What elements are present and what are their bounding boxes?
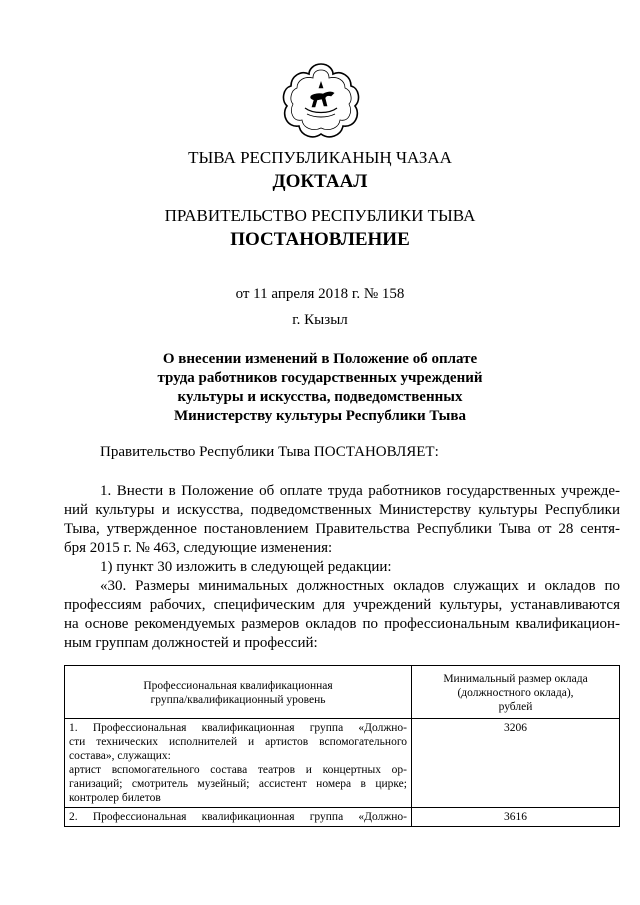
subject-line: труда работников государственных учреждений — [157, 370, 483, 386]
cell-text: контролер билетов — [69, 792, 161, 804]
subject-line: культуры и искусства, подведомственных — [177, 389, 463, 405]
cell-text: ганизаций; смотритель музейный; ассистент номера в цирке; — [69, 778, 407, 790]
coat-of-arms-icon — [279, 58, 363, 142]
cell-text: состава», служащих: — [69, 750, 171, 762]
paragraph-line: 1. Внести в Положение об оплате труда работников государственных учрежде- — [100, 483, 620, 499]
table-row — [65, 808, 620, 827]
table-cell-salary: 3616 — [412, 808, 620, 827]
document-body — [64, 482, 620, 653]
government-title-russian: ПРАВИТЕЛЬСТВО РЕСПУБЛИКИ ТЫВА — [164, 206, 476, 225]
coat-of-arms-emblem — [279, 58, 363, 142]
quote-line: профессиям рабочих, специфическим для учреждений культуры, устанавливаются — [64, 597, 620, 613]
document-subject — [0, 350, 640, 426]
header-text: группа/квалификационный уровень — [150, 694, 326, 706]
table-cell-group — [65, 808, 412, 827]
table-row — [65, 719, 620, 808]
preamble: Правительство Республики Тыва ПОСТАНОВЛЯЕТ: — [100, 444, 439, 460]
paragraph-line: бря 2015 г. № 463, следующие изменения: — [64, 540, 333, 556]
subpoint: 1) пункт 30 изложить в следующей редакции: — [100, 559, 392, 575]
quote-line: ным группам должностей и профессий: — [64, 635, 318, 651]
cell-text: 2. Профессиональная квалификационная группа «Должно- — [69, 811, 407, 823]
quote-line: «30. Размеры минимальных должностных окладов служащих и окладов по — [100, 578, 620, 594]
government-title-tyvan: ТЫВА РЕСПУБЛИКАНЫҢ ЧАЗАА — [188, 148, 452, 167]
table-cell-salary: 3206 — [412, 719, 620, 808]
table-header-group — [65, 666, 412, 719]
header-text: (должностного оклада), — [457, 687, 574, 699]
document-city: г. Кызыл — [292, 312, 348, 328]
header-text: Минимальный размер оклада — [443, 673, 588, 685]
subject-line: О внесении изменений в Положение об оплате — [162, 351, 478, 367]
header-text: рублей — [498, 701, 533, 713]
table-cell-group — [65, 719, 412, 808]
cell-text: 1. Профессиональная квалификационная группа «Должно- — [69, 722, 407, 734]
salary-table — [64, 665, 620, 827]
act-type-tyvan: ДОКТААЛ — [272, 171, 368, 192]
header-text: Профессиональная квалификационная — [143, 680, 333, 692]
subject-line: Министерству культуры Республики Тыва — [174, 408, 466, 424]
act-type-russian: ПОСТАНОВЛЕНИЕ — [230, 229, 410, 250]
table-header-row — [65, 666, 620, 719]
cell-text: артист вспомогательного состава театров и концертных ор- — [69, 764, 407, 776]
paragraph-line: ний культуры и искусства, подведомственных Министерству культуры Республики — [64, 502, 620, 518]
table-header-salary — [412, 666, 620, 719]
quote-line: на основе рекомендуемых размеров окладов по профессиональным квалификацион- — [64, 616, 620, 632]
cell-text: сти технических исполнителей и артистов вспомогательного — [69, 736, 407, 748]
document-date-number: от 11 апреля 2018 г. № 158 — [235, 286, 405, 302]
paragraph-line: Тыва, утвержденное постановлением Правительства Республики Тыва от 28 сентя- — [64, 521, 620, 537]
